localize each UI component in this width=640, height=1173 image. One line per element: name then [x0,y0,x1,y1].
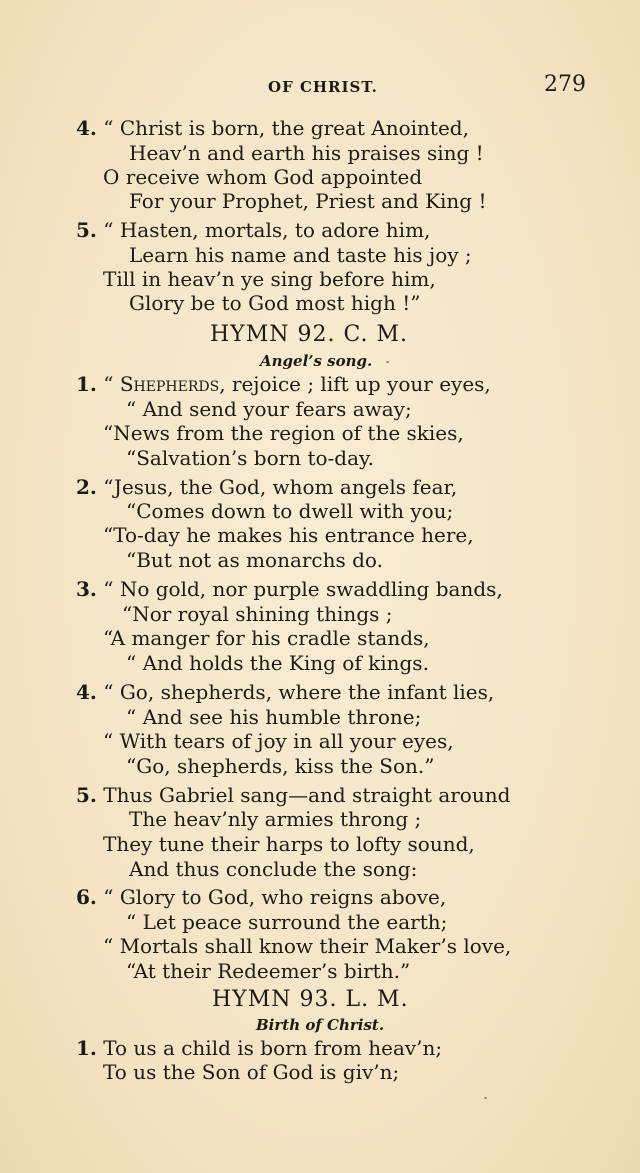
verse-number: 1. [76,1036,97,1060]
verse-line: And thus conclude the song: [129,857,418,881]
page-number: 279 [544,72,586,97]
verse-line: “ And holds the King of kings. [126,651,429,675]
verse-line: They tune their harps to lofty sound, [103,832,475,856]
verse-line [76,218,430,242]
verse-line: “Comes down to dwell with you; [126,499,454,523]
page-header [0,72,640,102]
verse-line: “Go, shepherds, kiss the Son.” [126,754,435,778]
verse-line [76,577,503,601]
verse-line: “Nor royal shining things ; [122,602,393,626]
verse-number: 4. [76,680,97,704]
verse-line: O receive whom God appointed [103,165,423,189]
verse-number: 1. [76,372,97,396]
verse-line: “But not as monarchs do. [126,548,383,572]
verse-text: “ Christ is born, the great Anointed, [103,116,469,140]
verse-line: The heav’nly armies throng ; [129,807,422,831]
verse-line: To us the Son of God is giv’n; [103,1060,400,1084]
open-quote: “ [103,372,120,396]
verse-text: “Jesus, the God, whom angels fear, [103,475,458,499]
verse-line [76,680,494,704]
verse-line: “ And see his humble throne; [126,705,422,729]
verse-line: “ And send your fears away; [126,397,412,421]
verse-line: “ Mortals shall know their Maker’s love, [103,934,512,958]
verse-line: For your Prophet, Priest and King ! [129,189,487,213]
hymn-title: HYMN 93. L. M. [212,987,409,1012]
verse-number: 2. [76,475,97,499]
verse-text: “ No gold, nor purple swaddling bands, [103,577,503,601]
verse-line [76,372,491,396]
verse-line: “A manger for his cradle stands, [103,626,430,650]
verse-line [76,885,446,909]
verse-number: 5. [76,218,97,242]
verse-text: “ Hasten, mortals, to adore him, [103,218,431,242]
verse-line: “Salvation’s born to-day. [126,446,375,470]
verse-text: To us a child is born from heav’n; [103,1036,443,1060]
verse-line [76,1036,442,1060]
verse-line: “At their Redeemer’s birth.” [126,959,411,983]
verse-line [76,783,510,807]
verse-number: 5. [76,783,97,807]
verse-line [76,475,457,499]
hymn-subtitle: Birth of Christ. [256,1016,385,1034]
first-word: Shepherds [119,372,220,396]
verse-text: “ Glory to God, who reigns above, [103,885,447,909]
verse-line: Till in heav’n ye sing before him, [103,267,436,291]
hymn-title: HYMN 92. C. M. [210,322,409,347]
verse-line: Glory be to God most high !” [129,291,421,315]
verse-line: “ Let peace surround the earth; [126,910,448,934]
paper-speck [386,361,389,363]
verse-line: “ With tears of joy in all your eyes, [103,729,454,753]
verse-number: 3. [76,577,97,601]
verse-text: , rejoice ; lift up your eyes, [219,372,491,396]
paper-speck [484,1097,487,1099]
verse-line: “News from the region of the skies, [103,421,464,445]
verse-text: “ Go, shepherds, where the infant lies, [103,680,495,704]
verse-line: Heav’n and earth his praises sing ! [129,141,484,165]
running-title: OF CHRIST. [268,78,378,96]
verse-line: “To-day he makes his entrance here, [103,523,474,547]
verse-line: Learn his name and taste his joy ; [129,243,472,267]
verse-number: 4. [76,116,97,140]
verse-line [76,116,469,140]
verse-number: 6. [76,885,97,909]
hymn-subtitle: Angel’s song. [260,352,373,370]
verse-text: Thus Gabriel sang—and straight around [103,783,511,807]
